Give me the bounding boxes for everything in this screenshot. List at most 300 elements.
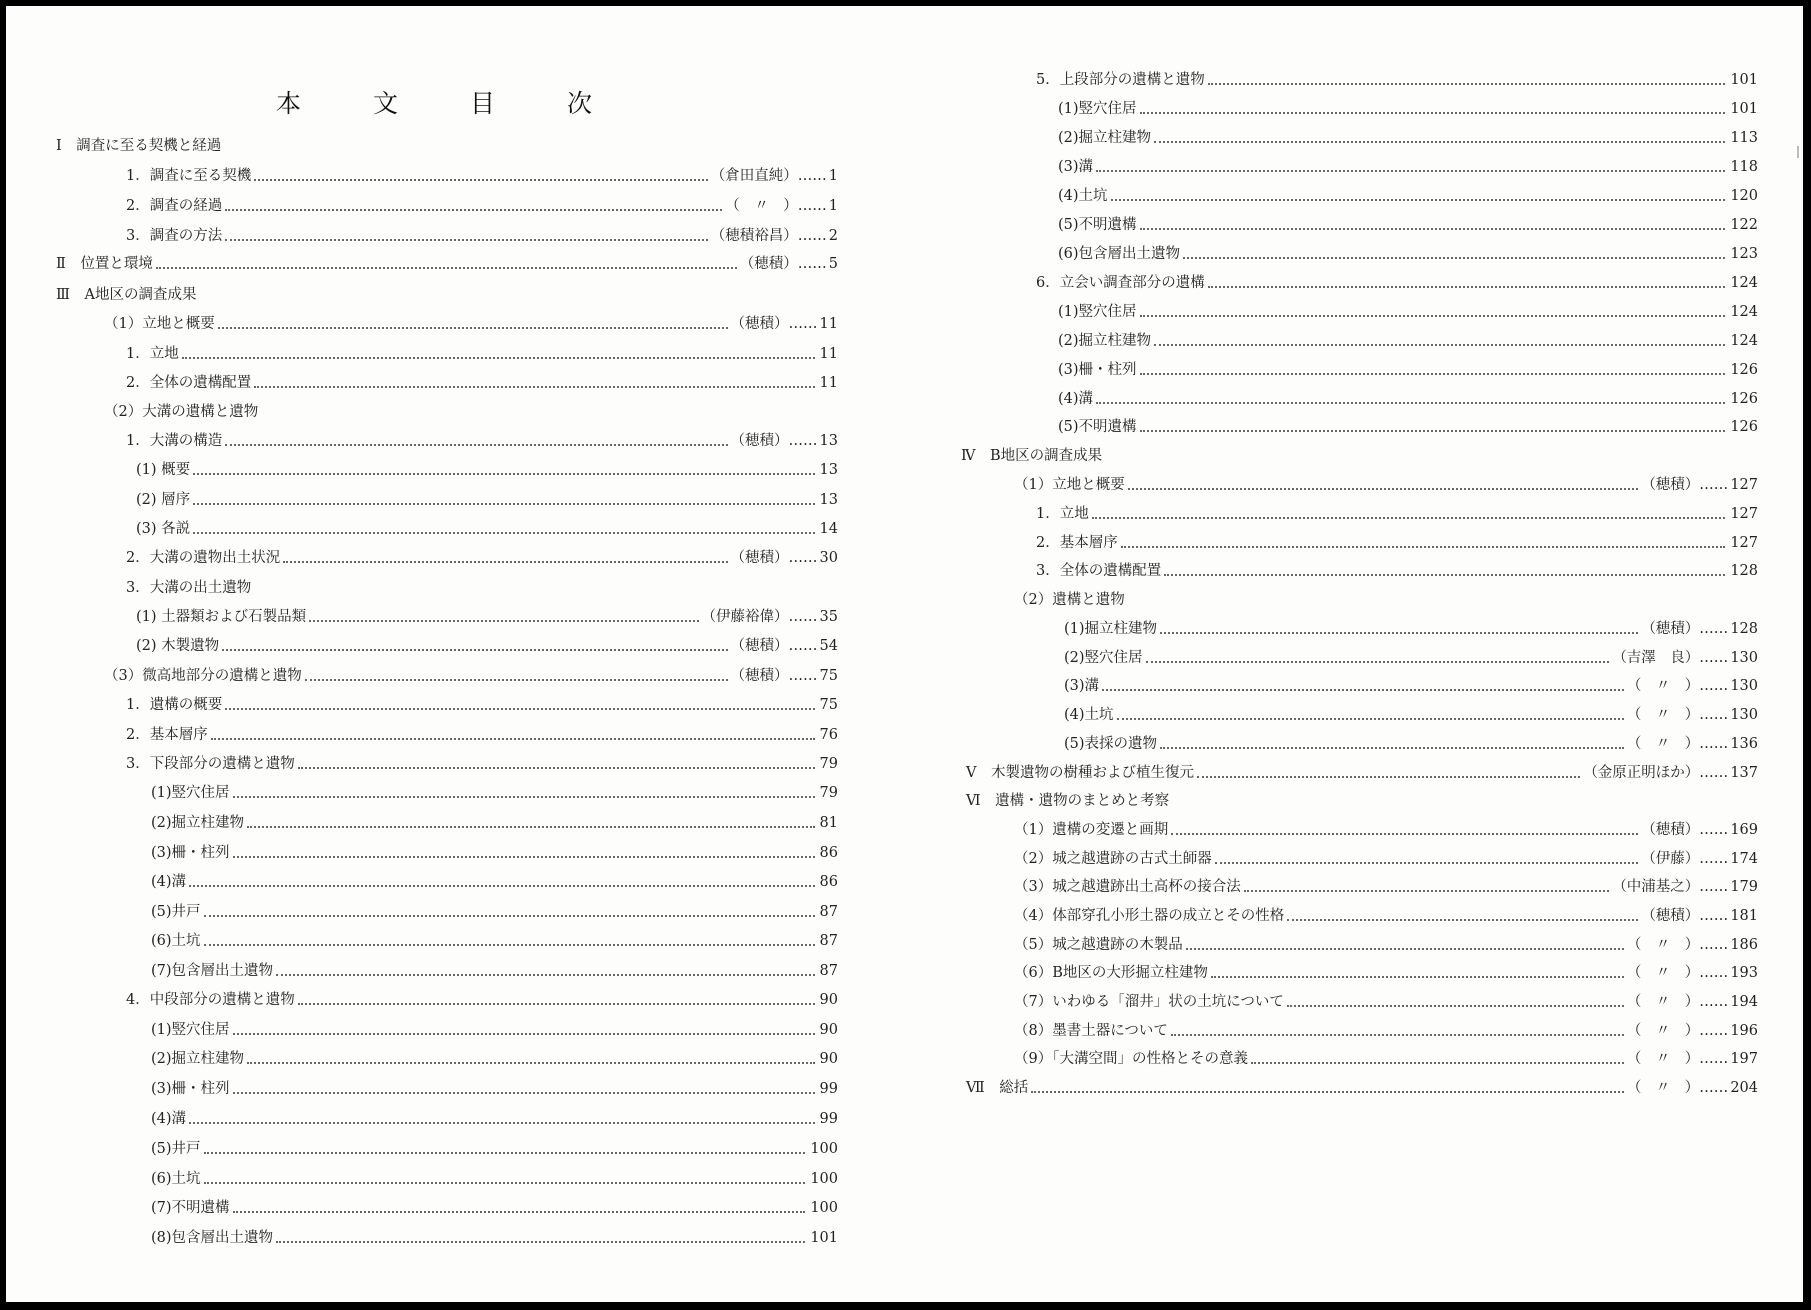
toc-entry-page: 14 <box>819 521 838 537</box>
leader-dots <box>1154 344 1725 346</box>
toc-entry-title: (2)掘立柱建物 <box>151 1051 245 1067</box>
leader-dots <box>1140 112 1726 114</box>
toc-entry-title: (3)溝 <box>1064 678 1100 694</box>
toc-entry-title: (3)柵・柱列 <box>151 1081 230 1097</box>
toc-entry-page: 204 <box>1730 1080 1758 1096</box>
leader-dots <box>309 620 698 622</box>
toc-entry <box>151 960 838 982</box>
toc-entry <box>151 1197 838 1219</box>
leader-dots <box>193 503 814 505</box>
toc-entry-page: 130 <box>1730 678 1758 694</box>
toc-entry <box>1014 934 1758 956</box>
toc-entry-page: 124 <box>1730 275 1758 291</box>
toc-entry-title: （9）「大溝空間」の性格とその意義 <box>1014 1051 1248 1067</box>
toc-entry <box>151 1227 838 1249</box>
toc-entry-title: (1)掘立柱建物 <box>1064 621 1158 637</box>
toc-entry-title: (6)包含層出土遺物 <box>1058 246 1181 262</box>
toc-entry-page: 99 <box>819 1081 838 1097</box>
toc-entry-page: 90 <box>819 1051 838 1067</box>
toc-entry-title: （1）立地と概要 <box>104 316 215 332</box>
toc-entry-page: 87 <box>819 963 838 979</box>
toc-entry-title: (7)包含層出土遺物 <box>151 963 274 979</box>
toc-entry-page: 118 <box>1730 159 1758 175</box>
toc-entry-page: 2 <box>828 228 838 244</box>
toc-entry-title: 6．立会い調査部分の遺構 <box>1036 275 1205 291</box>
leader-dots <box>1244 890 1610 892</box>
toc-entry-title: (8)包含層出土遺物 <box>151 1230 274 1246</box>
toc-entry <box>151 1019 838 1041</box>
toc-entry-page: 126 <box>1730 419 1758 435</box>
toc-entry-title: （5）城之越遺跡の木製品 <box>1014 937 1183 953</box>
toc-entry-page: 79 <box>819 785 838 801</box>
toc-entry-page: 197 <box>1730 1051 1758 1067</box>
toc-entry-page: 101 <box>1730 72 1758 88</box>
leader-dots <box>1117 718 1624 720</box>
toc-entry <box>1058 359 1758 381</box>
toc-entry-author: （穂積）…… <box>730 550 818 566</box>
toc-entry <box>126 547 838 569</box>
leader-dots <box>1102 689 1624 691</box>
toc-entry <box>151 842 838 864</box>
toc-entry-title: 1．立地 <box>1036 506 1089 522</box>
toc-entry-page: 130 <box>1730 707 1758 723</box>
toc-entry-page: 86 <box>819 874 838 890</box>
toc-entry-title: (1) 土器類および石製品類 <box>136 609 307 625</box>
toc-entry-title: （8）墨書土器について <box>1014 1023 1168 1039</box>
toc-entry <box>104 401 838 423</box>
toc-entry <box>966 762 1758 784</box>
toc-entry <box>126 372 838 394</box>
toc-entry <box>56 135 838 157</box>
leader-dots <box>233 1092 815 1094</box>
leader-dots <box>1208 83 1726 85</box>
toc-entry <box>1014 589 1758 611</box>
toc-entry-title: (3) 各説 <box>136 521 191 537</box>
toc-entry-title: (3)柵・柱列 <box>151 845 230 861</box>
toc-entry-title: (1)竪穴住居 <box>151 785 230 801</box>
toc-entry <box>1014 962 1758 984</box>
toc-entry-page: 124 <box>1730 333 1758 349</box>
leader-dots <box>1186 948 1624 950</box>
toc-entry <box>104 313 838 335</box>
toc-entry-title: 1．調査に至る契機 <box>126 168 252 184</box>
toc-entry-page: 86 <box>819 845 838 861</box>
toc-entry-title: （4）体部穿孔小形土器の成立とその性格 <box>1014 908 1285 924</box>
leader-dots <box>225 708 814 710</box>
toc-entry <box>1036 560 1758 582</box>
toc-entry-author: （伊藤）…… <box>1641 851 1729 867</box>
toc-entry-title: (1)竪穴住居 <box>1058 101 1137 117</box>
toc-entry <box>1014 1020 1758 1042</box>
toc-entry-title: 3．全体の遺構配置 <box>1036 563 1162 579</box>
toc-entry-author: （ 〃 ）…… <box>1626 707 1729 723</box>
toc-entry-page: 120 <box>1730 188 1758 204</box>
toc-entry <box>1058 243 1758 265</box>
toc-entry-author: （ 〃 ）…… <box>1626 678 1729 694</box>
toc-entry <box>151 782 838 804</box>
leader-dots <box>225 209 722 211</box>
toc-entry <box>151 1078 838 1100</box>
toc-entry-title: (1)竪穴住居 <box>151 1022 230 1038</box>
toc-entry-title: 2．基本層序 <box>126 727 208 743</box>
toc-entry-title: (2)竪穴住居 <box>1064 650 1143 666</box>
toc-entry-title: Ⅱ 位置と環境 <box>56 256 153 272</box>
toc-entry <box>104 665 838 687</box>
title-char: 次 <box>567 89 593 118</box>
toc-entry-title: Ⅴ 木製遺物の樹種および植生復元 <box>966 765 1194 781</box>
toc-entry-title: （1）立地と概要 <box>1014 477 1125 493</box>
toc-entry-page: 13 <box>819 433 838 449</box>
toc-entry <box>1014 474 1758 496</box>
toc-entry <box>151 1108 838 1130</box>
leader-dots <box>233 796 815 798</box>
toc-entry <box>56 284 838 306</box>
toc-entry <box>1014 848 1758 870</box>
leader-dots <box>1140 430 1726 432</box>
toc-entry-page: 113 <box>1730 130 1758 146</box>
leader-dots <box>1197 776 1580 778</box>
toc-entry-page: 181 <box>1730 908 1758 924</box>
toc-entry <box>1014 905 1758 927</box>
leader-dots <box>182 357 815 359</box>
leader-dots <box>254 386 814 388</box>
toc-entry-page: 186 <box>1730 937 1758 953</box>
toc-entry-title: 2．調査の経過 <box>126 198 223 214</box>
toc-entry <box>151 871 838 893</box>
toc-entry-title: (2)掘立柱建物 <box>1058 130 1152 146</box>
toc-entry <box>1058 214 1758 236</box>
page-title <box>276 84 592 120</box>
toc-entry <box>56 253 838 275</box>
toc-entry-page: 100 <box>810 1171 838 1187</box>
toc-entry-page: 30 <box>819 550 838 566</box>
leader-dots <box>1160 747 1624 749</box>
toc-entry-title: (3)溝 <box>1058 159 1094 175</box>
toc-entry-page: 79 <box>819 756 838 772</box>
toc-entry-page: 123 <box>1730 246 1758 262</box>
toc-entry-page: 1 <box>828 168 838 184</box>
leader-dots <box>156 267 737 269</box>
leader-dots <box>222 649 727 651</box>
toc-entry <box>136 635 838 657</box>
toc-entry-title: 1．大溝の構造 <box>126 433 223 449</box>
toc-entry-author: （穂積）…… <box>1641 477 1729 493</box>
toc-entry-title: 3．大溝の出土遺物 <box>126 580 252 596</box>
toc-entry-page: 5 <box>828 256 838 272</box>
leader-dots <box>1171 1034 1624 1036</box>
toc-entry-title: (6)土坑 <box>151 1171 201 1187</box>
toc-entry-page: 179 <box>1730 879 1758 895</box>
leader-dots <box>218 327 728 329</box>
leader-dots <box>189 885 815 887</box>
toc-entry-page: 11 <box>819 316 838 332</box>
toc-entry <box>1036 503 1758 525</box>
toc-entry-page: 1 <box>828 198 838 214</box>
toc-entry-title: (4)溝 <box>151 874 187 890</box>
toc-entry-title: （3）微高地部分の遺構と遺物 <box>104 668 302 684</box>
toc-entry <box>1036 69 1758 91</box>
toc-entry-title: (1) 概要 <box>136 462 191 478</box>
leader-dots <box>276 1241 805 1243</box>
toc-entry <box>1036 532 1758 554</box>
leader-dots <box>1096 170 1725 172</box>
toc-entry-title: 3．下段部分の遺構と遺物 <box>126 756 295 772</box>
leader-dots <box>1211 976 1624 978</box>
toc-entry-title: 3．調査の方法 <box>126 228 223 244</box>
toc-entry <box>1064 647 1758 669</box>
leader-dots <box>1251 1062 1624 1064</box>
toc-entry-author: （ 〃 ）…… <box>1626 1080 1729 1096</box>
toc-entry-title: (5)表採の遺物 <box>1064 736 1158 752</box>
leader-dots <box>233 1211 806 1213</box>
toc-entry-title: (2) 木製遺物 <box>136 638 220 654</box>
toc-entry-title: (2) 層序 <box>136 492 191 508</box>
toc-entry-author: （ 〃 ）…… <box>1626 965 1729 981</box>
toc-entry-author: （金原正明ほか）…… <box>1583 765 1729 781</box>
toc-entry <box>1064 618 1758 640</box>
leader-dots <box>1160 632 1638 634</box>
toc-entry-page: 13 <box>819 462 838 478</box>
title-char: 文 <box>373 89 399 118</box>
toc-entry-page: 75 <box>819 668 838 684</box>
toc-entry <box>1014 1048 1758 1070</box>
toc-entry-title: (2)掘立柱建物 <box>1058 333 1152 349</box>
toc-entry-page: 174 <box>1730 851 1758 867</box>
toc-entry-title: （1）遺構の変遷と画期 <box>1014 822 1169 838</box>
toc-entry-author: （穂積）…… <box>1641 908 1729 924</box>
toc-entry <box>151 901 838 923</box>
toc-entry <box>126 694 838 716</box>
toc-entry <box>1014 819 1758 841</box>
toc-entry-author: （伊藤裕偉）…… <box>701 609 818 625</box>
toc-entry <box>1058 98 1758 120</box>
toc-entry-title: Ⅲ A地区の調査成果 <box>56 287 197 303</box>
toc-entry-page: 100 <box>810 1141 838 1157</box>
toc-entry-page: 13 <box>819 492 838 508</box>
toc-entry-title: Ⅰ 調査に至る契機と経過 <box>56 138 222 154</box>
toc-entry-author: （穂積）…… <box>730 316 818 332</box>
toc-entry-page: 126 <box>1730 391 1758 407</box>
toc-entry-author: （ 〃 ）…… <box>1626 994 1729 1010</box>
toc-entry-author: （穂積）…… <box>739 256 827 272</box>
toc-entry <box>961 445 1758 467</box>
toc-entry-author: （吉澤 良）…… <box>1612 650 1729 666</box>
toc-entry <box>1036 272 1758 294</box>
leader-dots <box>1140 315 1726 317</box>
toc-entry <box>151 930 838 952</box>
toc-entry-author: （ 〃 ）…… <box>1626 937 1729 953</box>
leader-dots <box>233 1033 815 1035</box>
toc-entry <box>136 459 838 481</box>
title-char: 目 <box>470 89 496 118</box>
toc-entry-title: 2．全体の遺構配置 <box>126 375 252 391</box>
toc-entry-page: 54 <box>819 638 838 654</box>
toc-entry-title: （2）城之越遺跡の古式土師器 <box>1014 851 1212 867</box>
toc-entry-title: Ⅳ B地区の調査成果 <box>961 448 1103 464</box>
leader-dots <box>298 767 815 769</box>
toc-entry <box>1014 876 1758 898</box>
toc-entry-author: （中浦基之）…… <box>1612 879 1729 895</box>
toc-entry <box>1058 330 1758 352</box>
leader-dots <box>1146 661 1610 663</box>
leader-dots <box>1111 199 1726 201</box>
leader-dots <box>1164 574 1725 576</box>
toc-entry-title: (5)井戸 <box>151 904 201 920</box>
toc-entry-title: (5)不明遺構 <box>1058 217 1137 233</box>
toc-entry <box>151 1138 838 1160</box>
leader-dots <box>254 179 708 181</box>
toc-entry <box>966 1077 1758 1099</box>
toc-entry-author: （穂積裕昌）…… <box>710 228 827 244</box>
toc-entry-title: (3)柵・柱列 <box>1058 362 1137 378</box>
toc-entry-author: （穂積）…… <box>1641 822 1729 838</box>
toc-entry-title: (2)掘立柱建物 <box>151 815 245 831</box>
leader-dots <box>247 826 815 828</box>
toc-entry <box>1058 416 1758 438</box>
toc-entry <box>126 343 838 365</box>
leader-dots <box>1215 862 1639 864</box>
toc-entry-author: （倉田直純）…… <box>710 168 827 184</box>
toc-entry <box>126 430 838 452</box>
toc-entry-page: 76 <box>819 727 838 743</box>
toc-entry <box>126 753 838 775</box>
toc-entry <box>1014 991 1758 1013</box>
toc-entry-page: 194 <box>1730 994 1758 1010</box>
toc-entry-author: （穂積）…… <box>730 638 818 654</box>
leader-dots <box>1092 517 1726 519</box>
toc-entry-page: 81 <box>819 815 838 831</box>
leader-dots <box>225 239 708 241</box>
toc-entry <box>1058 127 1758 149</box>
leader-dots <box>1287 919 1638 921</box>
leader-dots <box>1096 402 1725 404</box>
leader-dots <box>247 1062 815 1064</box>
toc-entry-author: （穂積）…… <box>730 668 818 684</box>
toc-entry-page: 99 <box>819 1111 838 1127</box>
toc-entry <box>136 606 838 628</box>
toc-entry-page: 35 <box>819 609 838 625</box>
toc-entry-author: （穂積）…… <box>1641 621 1729 637</box>
leader-dots <box>1287 1005 1624 1007</box>
toc-entry-page: 90 <box>819 992 838 1008</box>
toc-entry-title: 2．基本層序 <box>1036 535 1118 551</box>
toc-entry-page: 124 <box>1730 304 1758 320</box>
toc-entry-title: （2）大溝の遺構と遺物 <box>104 404 259 420</box>
leader-dots <box>189 1122 815 1124</box>
toc-entry <box>1064 704 1758 726</box>
toc-entry-author: （ 〃 ）…… <box>1626 736 1729 752</box>
toc-entry-page: 127 <box>1730 477 1758 493</box>
leader-dots <box>1140 228 1726 230</box>
toc-entry <box>1064 675 1758 697</box>
toc-entry-page: 196 <box>1730 1023 1758 1039</box>
toc-entry-author: （ 〃 ）…… <box>725 198 827 214</box>
toc-entry-page: 11 <box>819 375 838 391</box>
toc-entry <box>966 790 1758 812</box>
toc-entry-page: 101 <box>1730 101 1758 117</box>
toc-entry <box>136 518 838 540</box>
toc-entry-title: (4)溝 <box>151 1111 187 1127</box>
toc-entry-page: 127 <box>1730 506 1758 522</box>
leader-dots <box>298 1003 815 1005</box>
toc-entry-title: 4．中段部分の遺構と遺物 <box>126 992 295 1008</box>
leader-dots <box>1154 141 1725 143</box>
toc-entry-title: (7)不明遺構 <box>151 1200 230 1216</box>
leader-dots <box>225 444 727 446</box>
toc-entry-title: (4)溝 <box>1058 391 1094 407</box>
toc-entry-author: （ 〃 ）…… <box>1626 1023 1729 1039</box>
toc-entry <box>1058 156 1758 178</box>
toc-entry-page: 126 <box>1730 362 1758 378</box>
toc-entry <box>126 577 838 599</box>
toc-entry <box>126 195 838 217</box>
toc-entry <box>1058 185 1758 207</box>
toc-entry-author: （ 〃 ）…… <box>1626 1051 1729 1067</box>
toc-entry-title: 1．遺構の概要 <box>126 697 223 713</box>
leader-dots <box>204 944 815 946</box>
toc-entry-author: （穂積）…… <box>730 433 818 449</box>
toc-entry <box>126 989 838 1011</box>
toc-entry-page: 87 <box>819 904 838 920</box>
toc-entry-title: (4)土坑 <box>1058 188 1108 204</box>
toc-entry-page: 100 <box>810 1200 838 1216</box>
leader-dots <box>305 679 728 681</box>
toc-entry-title: （2）遺構と遺物 <box>1014 592 1125 608</box>
toc-entry-page: 87 <box>819 933 838 949</box>
toc-entry-title: (5)井戸 <box>151 1141 201 1157</box>
leader-dots <box>1031 1091 1624 1093</box>
toc-entry-page: 101 <box>810 1230 838 1246</box>
leader-dots <box>204 1152 806 1154</box>
toc-entry-title: 1．立地 <box>126 346 179 362</box>
leader-dots <box>283 561 727 563</box>
document-spread <box>6 6 1803 1302</box>
toc-entry-title: （7）いわゆる「溜井」状の土坑について <box>1014 994 1284 1010</box>
toc-entry-title: (4)土坑 <box>1064 707 1114 723</box>
toc-entry <box>1058 301 1758 323</box>
toc-entry-title: Ⅶ 総括 <box>966 1080 1029 1096</box>
leader-dots <box>1128 488 1639 490</box>
toc-entry-page: 193 <box>1730 965 1758 981</box>
title-char: 本 <box>276 89 302 118</box>
toc-entry-title: 5．上段部分の遺構と遺物 <box>1036 72 1205 88</box>
leader-dots <box>193 473 814 475</box>
toc-entry <box>126 724 838 746</box>
toc-entry <box>1064 733 1758 755</box>
toc-entry-page: 169 <box>1730 822 1758 838</box>
leader-dots <box>1183 257 1725 259</box>
leader-dots <box>1171 833 1638 835</box>
leader-dots <box>1121 546 1726 548</box>
toc-entry-page: 128 <box>1730 621 1758 637</box>
scan-artifact <box>1797 146 1799 158</box>
toc-entry-page: 130 <box>1730 650 1758 666</box>
leader-dots <box>193 532 814 534</box>
toc-entry-page: 122 <box>1730 217 1758 233</box>
leader-dots <box>211 738 815 740</box>
toc-entry-title: (6)土坑 <box>151 933 201 949</box>
leader-dots <box>233 856 815 858</box>
toc-entry <box>151 812 838 834</box>
toc-entry-page: 90 <box>819 1022 838 1038</box>
leader-dots <box>204 1182 806 1184</box>
toc-entry-title: （6）B地区の大形掘立柱建物 <box>1014 965 1208 981</box>
leader-dots <box>204 915 815 917</box>
toc-entry-title: （3）城之越遺跡出土高杯の接合法 <box>1014 879 1241 895</box>
toc-entry-page: 136 <box>1730 736 1758 752</box>
toc-entry <box>136 489 838 511</box>
toc-entry-page: 127 <box>1730 535 1758 551</box>
